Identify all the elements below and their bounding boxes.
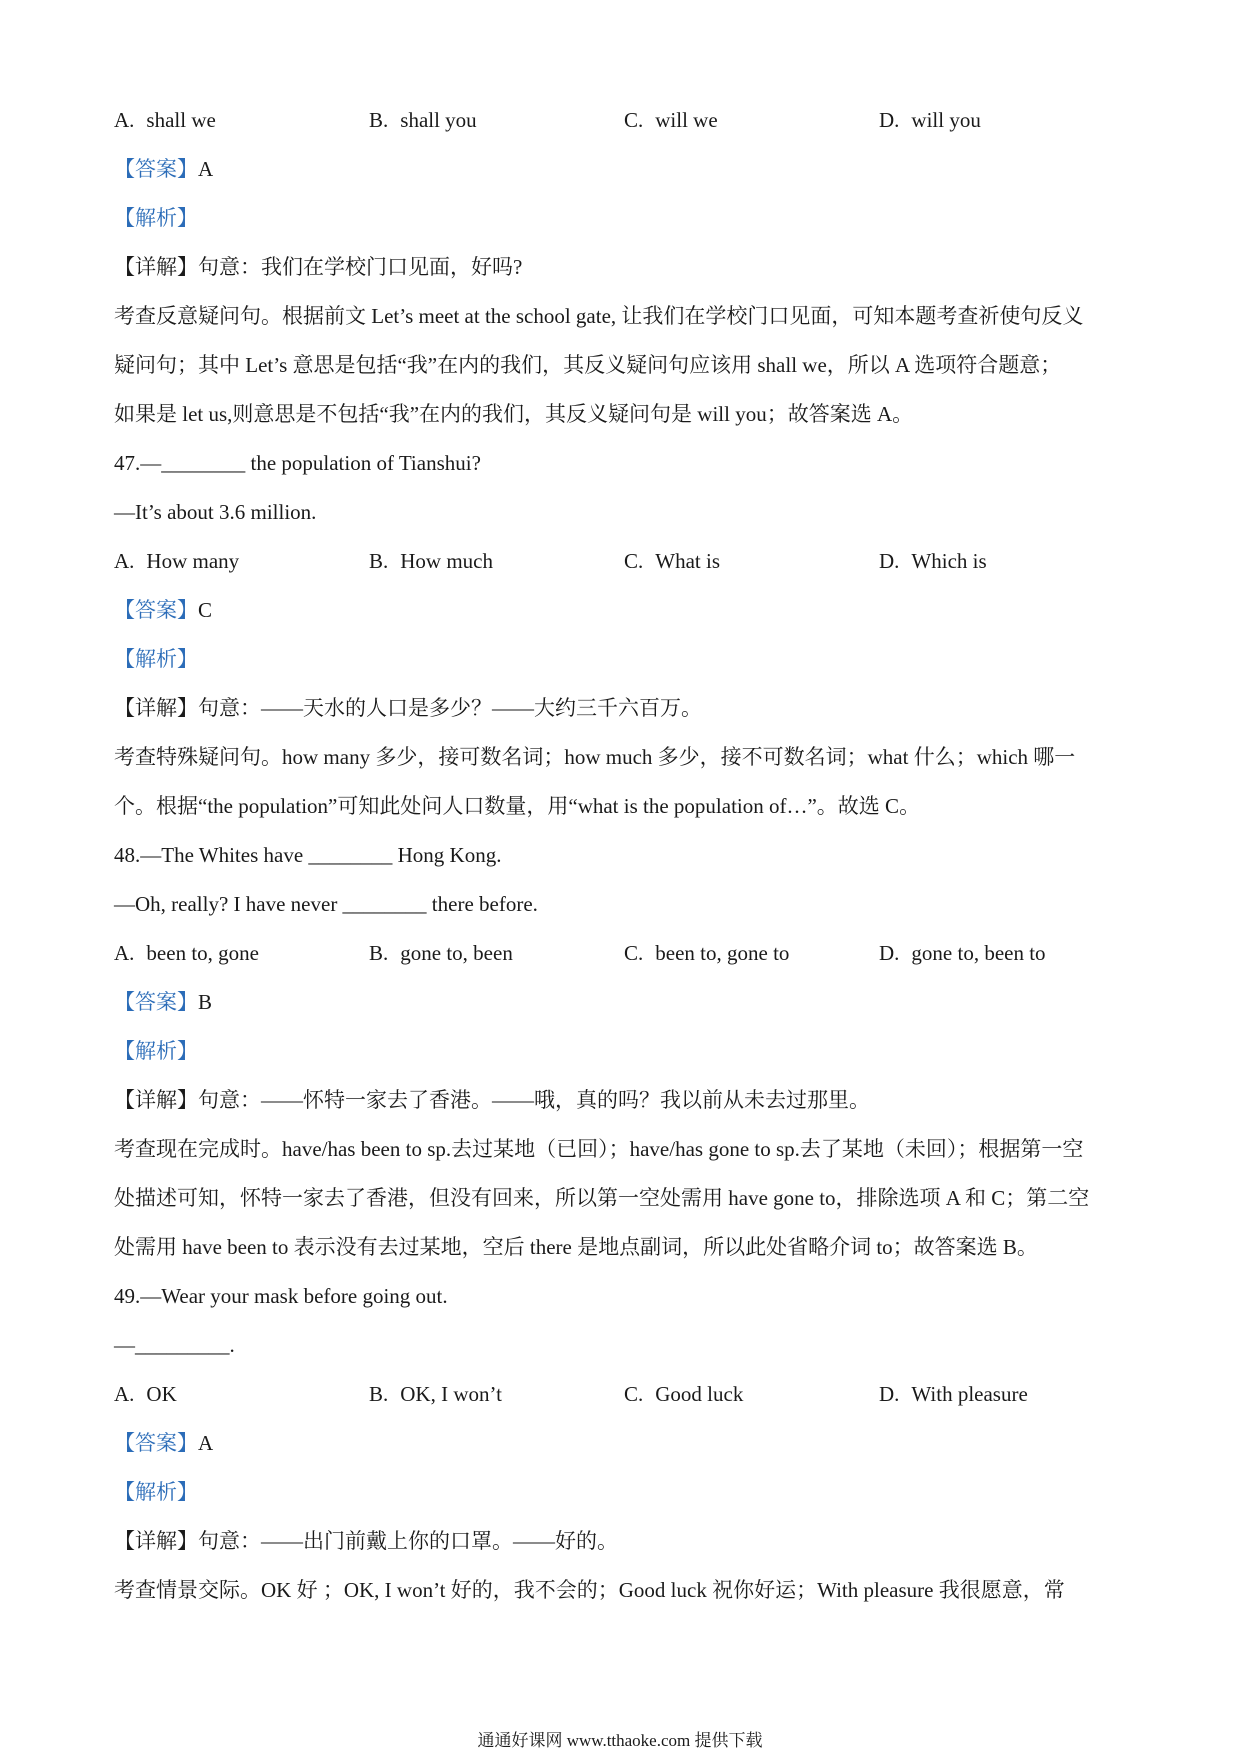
q47-explain-line: 考查特殊疑问句。how many 多少，接可数名词；how much 多少，接不可数名词；what 什么；which 哪一 [114,745,1076,769]
q47-options [114,546,1134,576]
q49-option-a: A. OK [114,1382,177,1406]
q47-detail: 【详解】句意：——天水的人口是多少？——大约三千六百万。 [114,696,702,720]
q46-detail: 【详解】句意：我们在学校门口见面，好吗? [114,255,523,279]
q48-options [114,938,1134,968]
q47-option-c: C. What is [624,549,720,573]
q48-option-d: D. gone to, been to [879,941,1046,965]
q49-option-b: B. OK, I won’t [369,1382,502,1406]
q49-option-c: C. Good luck [624,1382,744,1406]
q46-answer: 【答案】A [114,157,214,181]
q46-options [114,105,1134,135]
q47-option-d: D. Which is [879,549,987,573]
q48-option-b: B. gone to, been [369,941,513,965]
q48-analysis: 【解析】 [114,1039,198,1063]
q47-explain-line: 个。根据“the population”可知此处问人口数量，用“what is the population of…”。故选 C。 [114,794,921,818]
q47-reply: —It’s about 3.6 million. [114,500,317,524]
q48-option-c: C. been to, gone to [624,941,790,965]
q49-detail: 【详解】句意：——出门前戴上你的口罩。——好的。 [114,1529,618,1553]
q48-detail: 【详解】句意：——怀特一家去了香港。——哦，真的吗？我以前从未去过那里。 [114,1088,870,1112]
q46-option-c: C. will we [624,108,718,132]
q48-explain-line: 考查现在完成时。have/has been to sp.去过某地（已回）；have/has gone to sp.去了某地（未回）；根据第一空 [114,1137,1084,1161]
q49-analysis: 【解析】 [114,1480,198,1504]
q47-option-b: B. How much [369,549,494,573]
q48-answer: 【答案】B [114,990,213,1014]
q49-option-d: D. With pleasure [879,1382,1028,1406]
q47-answer: 【答案】C [114,598,213,622]
q48-reply: —Oh, really? I have never ________ there before. [114,892,538,916]
q46-option-a: A. shall we [114,108,216,132]
q46-explain-line: 如果是 let us,则意思是不包括“我”在内的我们，其反义疑问句是 will you；故答案选 A。 [114,402,914,426]
q49-stem: 49.—Wear your mask before going out. [114,1284,448,1308]
q48-stem: 48.—The Whites have ________ Hong Kong. [114,843,502,867]
q49-reply: —_________. [114,1333,235,1357]
q47-option-a: A. How many [114,549,240,573]
q49-explain-line: 考查情景交际。OK 好 ；OK, I won’t 好的，我不会的；Good luck 祝你好运；With pleasure 我很愿意，常 [114,1578,1065,1602]
q46-option-d: D. will you [879,108,981,132]
q46-explain-line: 考查反意疑问句。根据前文 Let’s meet at the school gate, 让我们在学校门口见面，可知本题考查祈使句反义 [114,304,1084,328]
q46-option-b: B. shall you [369,108,477,132]
q48-explain-line: 处描述可知，怀特一家去了香港，但没有回来，所以第一空处需用 have gone to，排除选项 A 和 C；第二空 [114,1186,1090,1210]
q49-answer: 【答案】A [114,1431,214,1455]
page-footer: 通通好课网 www.tthaoke.com 提供下载 [477,1731,763,1750]
q46-analysis: 【解析】 [114,206,198,230]
q47-stem: 47.—________ the population of Tianshui? [114,451,481,475]
q47-analysis: 【解析】 [114,647,198,671]
q46-explain-line: 疑问句；其中 Let’s 意思是包括“我”在内的我们，其反义疑问句应该用 shall we，所以 A 选项符合题意； [114,353,1062,377]
q48-option-a: A. been to, gone [114,941,259,965]
q48-explain-line: 处需用 have been to 表示没有去过某地，空后 there 是地点副词，所以此处省略介词 to；故答案选 B。 [114,1235,1038,1259]
q49-options [114,1379,1134,1409]
